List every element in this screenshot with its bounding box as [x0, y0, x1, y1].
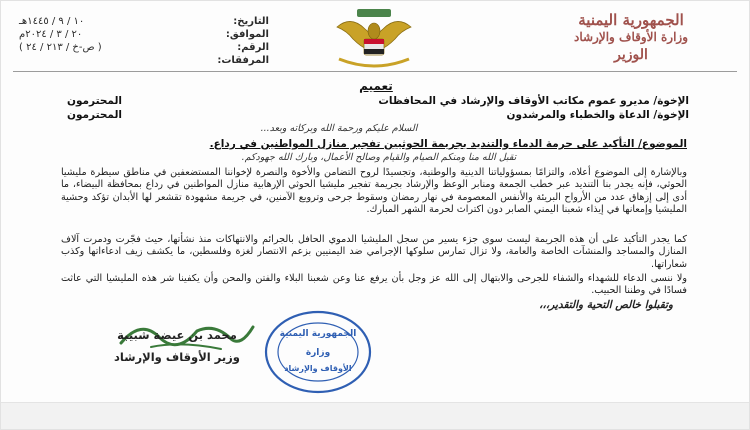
body-paragraph-2: كما يجدر التأكيد على أن هذه الجريمة ليست سوى جزء يسير من سجل المليشيا الدموي الحافل بالجرائم والانتهاكات منذ نشأتها، حيث فجّرت ودمرت آلاف المنازل والمساجد والمنشآت الخاصة والعامة، ولا تزال تمارس سلوكها الإجرامي ضد اليمنيين بزعم الانتصار لغزة وفلسطين، ما يكشف زيف ادعاءاتها وكذب شعاراتها.	[61, 234, 687, 270]
signatory-name: محمد بن عيضة شبيبة	[117, 328, 237, 342]
ministry-title: وزارة الأوقاف والإرشاد	[574, 30, 688, 44]
ref-attachments: المرفقات:	[217, 55, 269, 66]
signatory-title: وزير الأوقاف والإرشاد	[114, 350, 240, 364]
circular-title: تعميم	[359, 79, 393, 93]
body-paragraph-1: وبالإشارة إلى الموضوع أعلاه، والتزامًا بمسؤولياتنا الدينية والوطنية، وتجسيدًا لروح التضامن والأخوة والنصرة لإخواننا المستضعفين في مناطق سيطرة مليشيا الحوثي، فإنه يجدر بنا التنديد عبر خطب الجمعة ومنابر الوعظ والإرشاد بجريمة تفجير مليشيا الحوثي الإرهابية منازل المواطنين في رداع بمحافظة البيضاء، ما أدى إلى إزهاق عدد من الأرواح البريئة والأنفس المعصومة في نهار رمضان وسقوط جرحى وترويع الآمنين، في جريمة مشهودة تقشعر لها الأبدان تؤكد وحشية المليشيا وإمعانها في إيذاء شعبنا اليمني الصابر دون اكتراث لحرمة الشهر المبارك.	[61, 167, 687, 216]
respect-label-1: المحترمون	[67, 95, 123, 107]
subject-line: الموضوع/ التأكيد على حرمة الدماء والتنديد بجريمة الحوثيين تفجير منازل المواطنين في رداع.	[209, 138, 687, 150]
stamp-line-1: الجمهورية اليمنية	[279, 329, 357, 339]
header-divider	[13, 71, 737, 72]
ref-number: الرقم: ( ص-خ / ٢١٣ / ٢٤ )	[19, 42, 269, 53]
prayer-line: تقبل الله منا ومنكم الصيام والقيام وصالح الأعمال، وبارك الله جهودكم.	[241, 152, 517, 163]
ministry-letterhead	[531, 11, 731, 63]
body-paragraph-3: ولا ننسى الدعاء للشهداء والشفاء للجرحى والابتهال إلى الله عز وجل بأن يرفع عنا وعن شعبنا البلاء والفتن والمحن وأن يكفينا شر هذه المليشيا التي عاثت فسادًا في وطننا الحبيب.	[61, 273, 687, 297]
stamp-line-3: الأوقاف والإرشاد	[284, 364, 352, 373]
reference-block	[19, 15, 269, 67]
ref-corresponding-date: الموافق: ٢٠ / ٣ / ٢٠٢٤م	[19, 29, 269, 40]
respect-label-2: المحترمون	[67, 109, 123, 121]
page-footer	[1, 402, 749, 429]
office-title: الوزير	[614, 47, 648, 63]
eagle-emblem-icon	[331, 7, 417, 73]
republic-title: الجمهورية اليمنية	[578, 11, 684, 29]
official-stamp-icon	[263, 309, 373, 395]
greeting: السلام عليكم ورحمة الله وبركاته وبعد...	[260, 123, 418, 134]
closing-line: وتقبلوا خالص التحية والتقدير،،،	[539, 299, 673, 311]
addressee-line-2: الإخوة/ الدعاة والخطباء والمرشدون	[506, 109, 689, 121]
addressee-line-1: الإخوة/ مديرو عموم مكاتب الأوقاف والإرشاد في المحافظات	[378, 95, 689, 107]
stamp-line-2: وزارة	[305, 348, 331, 358]
ref-date: التاريخ: ١٠ / ٩ / ١٤٤٥هـ	[19, 16, 269, 27]
